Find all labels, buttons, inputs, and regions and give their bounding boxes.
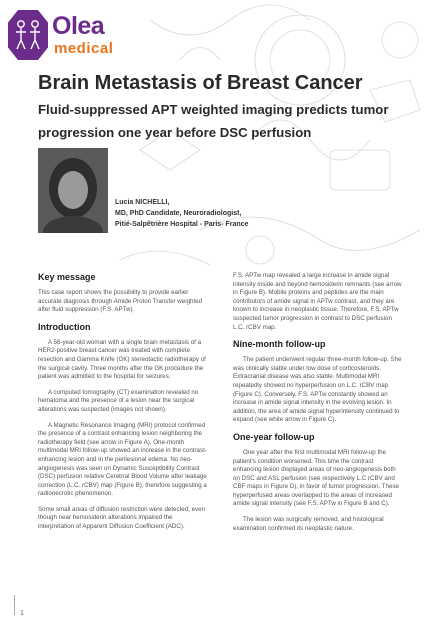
logo-subtitle: medical — [54, 40, 114, 57]
left-column — [38, 272, 208, 539]
page-subtitle: Fluid-suppressed APT weighted imaging predicts tumor progression one year before DSC perfusion — [38, 102, 389, 140]
author-block — [115, 197, 248, 230]
nine-month-heading: Nine-month follow-up — [233, 339, 326, 350]
one-year-heading: One-year follow-up — [233, 431, 315, 442]
key-message-heading: Key message — [38, 272, 96, 282]
logo-badge — [8, 10, 48, 60]
right-column — [233, 272, 403, 540]
key-message-text: This case report shows the possibility to provide earlier accurate diagnosis through Amide Proton Transfer weighted after fluid suppression (F.S. APTw). — [38, 289, 203, 314]
author-name: Lucia NICHELLI, — [115, 199, 170, 206]
one-year-paragraph-2: The lesion was surgically removed, and histological examination confirmed its neoplastic nature. — [233, 516, 384, 532]
author-role: MD, PhD Candidate, Neuroradiologist, — [115, 210, 242, 217]
introduction-paragraph-1: A 56-year-old woman with a single brain metastasis of a HER2-positive breast cancer was treated with complete resection and Gamma Knife (GK) stereotactic radiotherapy of the surgical cavity. Three months after the GK procedure the patient was admitted to the hospital for seizures. — [38, 338, 206, 381]
introduction-paragraph-4: Some small areas of diffusion restriction were detected, even though near hemosiderin alterations impaired the interpretation of Apparent Diffusion Coefficient (ADC). — [38, 505, 206, 531]
figures-icon — [8, 10, 48, 60]
introduction-paragraph-3: A Magnetic Resonance Imaging (MRI) protocol confirmed the presence of a contrast enhancing lesion neighboring the radiotherapy field (see arrow in Figure A). One-month multimodal MRI follow-up showed an increase in the contrast-enhancing lesion and in the perilesional edema. No neo-angiogenesis was seen on Dynamic Susceptibility Contrast (DSC) perfusion relative Cerebral Blood Volume after leakage correction (L.C. rCBV) map (Figure B), therefore suggesting a radionecrotic phenomenon. — [38, 421, 207, 498]
page-margin-rule — [14, 595, 15, 615]
logo-wordmark: Olea — [52, 12, 105, 40]
author-photo — [38, 148, 108, 233]
one-year-paragraph-1: One year after the first multimodal MRI follow-up the patient's condition worsened. This time the contrast enhancing lesion displayed areas of neo-angiogenesis both on DSC and ASL perfusion (see respectively L.C rCBV and CBF maps in Figure D), in favor of tumor progression. These hyperperfused areas overlapped to the areas of increased amide signal intensity (see F.S. APTw in Figure B and C). — [233, 448, 399, 508]
right-paragraph-0: F.S. APTw map revealed a large increase in amide signal intensity inside and beyond hemosiderin remnants (see arrow in Figure B). Mobile proteins and peptides are the main contributors of amide signal in APTw contrast, and they are known to increase in neoplastic tissue. Therefore, F.S. APTw suspected tumor progression in contrast to DSC perfusion L.C. rCBV map. — [233, 272, 402, 331]
author-affiliation: Pitié-Salpêtrière Hospital - Paris- France — [115, 221, 249, 228]
page-title: Brain Metastasis of Breast Cancer — [38, 72, 363, 94]
introduction-paragraph-2: A computed tomography (CT) examination revealed no hematoma and the presence of a lesion near the surgical alterations was suspected (images not shown). — [38, 388, 199, 413]
olea-medical-logo — [8, 10, 126, 62]
introduction-heading: Introduction — [38, 321, 91, 332]
nine-month-text: The patient underwent regular three-month follow-up. She was clinically stable under low dose of corticosteroids. Extracranial disease was also stable. Multimodal MRI repeatedly showed no hyperperfusion on L.C. rCBV map (Figure C). Conversely, F.S. APTw constantly showed an increase in amide signal intensity in the evolving lesion. In addition, the area of amide signal hyperintensity continued to expand (see white arrow in Figure C). — [233, 356, 402, 424]
page-number: 1 — [20, 610, 24, 617]
